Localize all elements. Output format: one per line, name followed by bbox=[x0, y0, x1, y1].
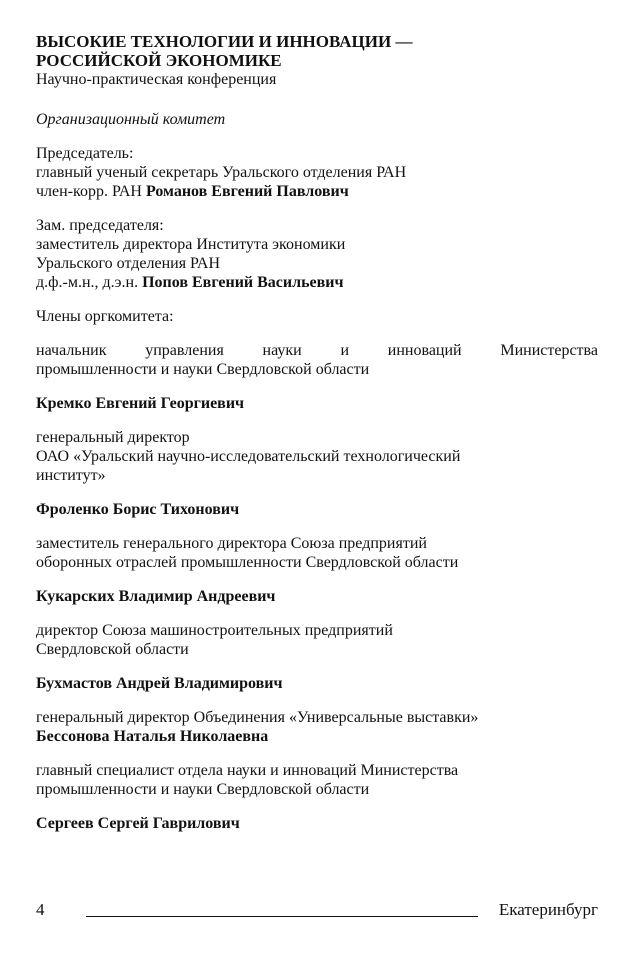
member-name-block bbox=[36, 814, 598, 833]
member-position-line-1: директор Союза машиностроительных предприятий bbox=[36, 622, 393, 639]
footer-rule bbox=[86, 916, 478, 917]
member-position-line-3: институт» bbox=[36, 467, 106, 484]
member-position-line-1: генеральный директор bbox=[36, 429, 190, 446]
conference-title-line-1: ВЫСОКИЕ ТЕХНОЛОГИИ И ИННОВАЦИИ — bbox=[36, 32, 413, 51]
member-entry bbox=[36, 341, 598, 379]
page-footer bbox=[36, 900, 598, 924]
deputy-title-prefix: д.ф.-м.н., д.э.н. bbox=[36, 274, 143, 291]
member-name: Кукарских Владимир Андреевич bbox=[36, 588, 276, 605]
member-name: Кремко Евгений Георгиевич bbox=[36, 395, 245, 412]
conference-subtitle: Научно-практическая конференция bbox=[36, 71, 277, 88]
chairman-block bbox=[36, 144, 598, 201]
member-entry bbox=[36, 534, 598, 572]
member-name-block bbox=[36, 500, 598, 519]
member-entry bbox=[36, 761, 598, 799]
member-entry bbox=[36, 428, 598, 485]
member-entry bbox=[36, 621, 598, 659]
member-position-line-2: ОАО «Уральский научно-исследовательский технологический bbox=[36, 448, 461, 465]
member-name-block bbox=[36, 674, 598, 693]
deputy-title-line bbox=[36, 273, 598, 292]
deputy-block bbox=[36, 216, 598, 292]
member-name: Бессонова Наталья Николаевна bbox=[36, 728, 269, 745]
member-entry bbox=[36, 708, 598, 746]
deputy-name: Попов Евгений Васильевич bbox=[142, 274, 344, 291]
member-position-line-2: Свердловской области bbox=[36, 641, 189, 658]
deputy-position-line-1: заместитель директора Института экономики bbox=[36, 236, 346, 253]
deputy-position-line-2: Уральского отделения РАН bbox=[36, 255, 221, 272]
member-position-line-2: промышленности и науки Свердловской области bbox=[36, 781, 370, 798]
member-position-line-1: главный специалист отдела науки и инноваций Министерства bbox=[36, 762, 459, 779]
member-name-block bbox=[36, 394, 598, 413]
member-position-line-1: генеральный директор Объединения «Универсальные выставки» bbox=[36, 709, 479, 726]
conference-title-line-2: РОССИЙСКОЙ ЭКОНОМИКЕ bbox=[36, 51, 282, 70]
member-name: Сергеев Сергей Гаврилович bbox=[36, 815, 240, 832]
member-name: Бухмастов Андрей Владимирович bbox=[36, 675, 283, 692]
chairman-name: Романов Евгений Павлович bbox=[145, 183, 349, 200]
chairman-title-line bbox=[36, 182, 598, 201]
chairman-position: главный ученый секретарь Уральского отделения РАН bbox=[36, 164, 407, 181]
footer-city: Екатеринбург bbox=[498, 900, 598, 919]
member-name-block bbox=[36, 587, 598, 606]
member-position-line-1: заместитель генерального директора Союза предприятий bbox=[36, 535, 427, 552]
chairman-role: Председатель: bbox=[36, 145, 134, 162]
member-name: Фроленко Борис Тихонович bbox=[36, 501, 240, 518]
members-heading: Члены оргкомитета: bbox=[36, 308, 174, 325]
member-position-line-2: оборонных отраслей промышленности Свердловской области bbox=[36, 554, 459, 571]
deputy-role: Зам. председателя: bbox=[36, 217, 164, 234]
conference-title bbox=[36, 32, 598, 70]
member-position-line-2: промышленности и науки Свердловской области bbox=[36, 361, 370, 378]
committee-heading: Организационный комитет bbox=[36, 111, 226, 128]
chairman-title-prefix: член-корр. РАН bbox=[36, 183, 146, 200]
document-page bbox=[36, 32, 598, 833]
member-position-line-1: начальник управления науки и инноваций Министерства bbox=[36, 342, 598, 359]
page-number: 4 bbox=[36, 900, 45, 919]
members-heading-block bbox=[36, 307, 598, 326]
